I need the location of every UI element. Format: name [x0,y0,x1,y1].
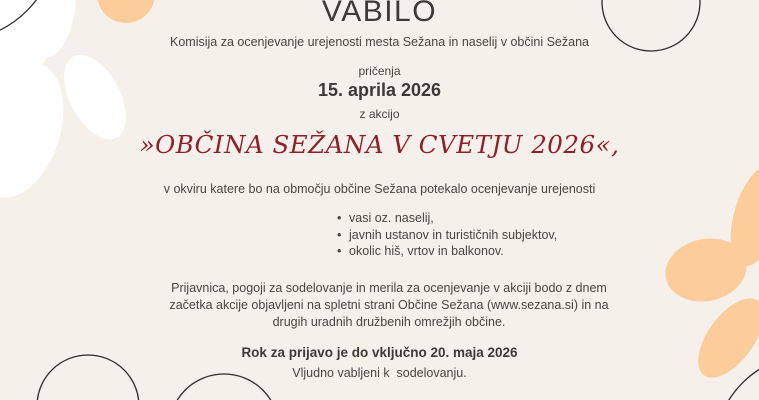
bullet-icon: • [337,211,342,225]
campaign-title: »OBČINA SEŽANA V CVETJU 2026«, [139,130,620,159]
committee-line: Komisija za ocenjevanje urejenosti mesta Sežana in naselij v občini Sežana [170,35,589,49]
bullet-icon: • [337,227,342,242]
assessment-list [337,210,557,260]
list-item-label: vasi oz. naselij, [349,211,434,225]
page-title: VABILO [321,0,438,28]
start-date: 15. aprila 2026 [317,80,442,100]
closing-line: Vljudno vabljeni k sodelovanju. [292,366,467,380]
list-item-label: okolic hiš, vrtov in balkonov. [349,244,504,258]
scope-line: v okviru katere bo na območju občine Sežana potekalo ocenjevanje urejenosti [163,182,596,196]
info-paragraph: Prijavnica, pogoji za sodelovanje in merila za ocenjevanje v akciji bodo z dnem začetka akcije objavljeni na spletni strani Občine Sežana (www.sezana.si) in na drugih uradnih družbenih omrežjih občine. [169,281,609,329]
list-item [337,243,557,260]
bullet-icon: • [337,244,342,258]
deadline-line: Rok za prijavo je do vključno 20. maja 2026 [241,345,518,360]
campaign-label: z akcijo [359,107,400,121]
list-item [337,210,557,227]
list-item [337,227,557,244]
begins-label: pričenja [358,64,401,78]
list-item-label: javnih ustanov in turističnih subjektov, [349,227,558,242]
